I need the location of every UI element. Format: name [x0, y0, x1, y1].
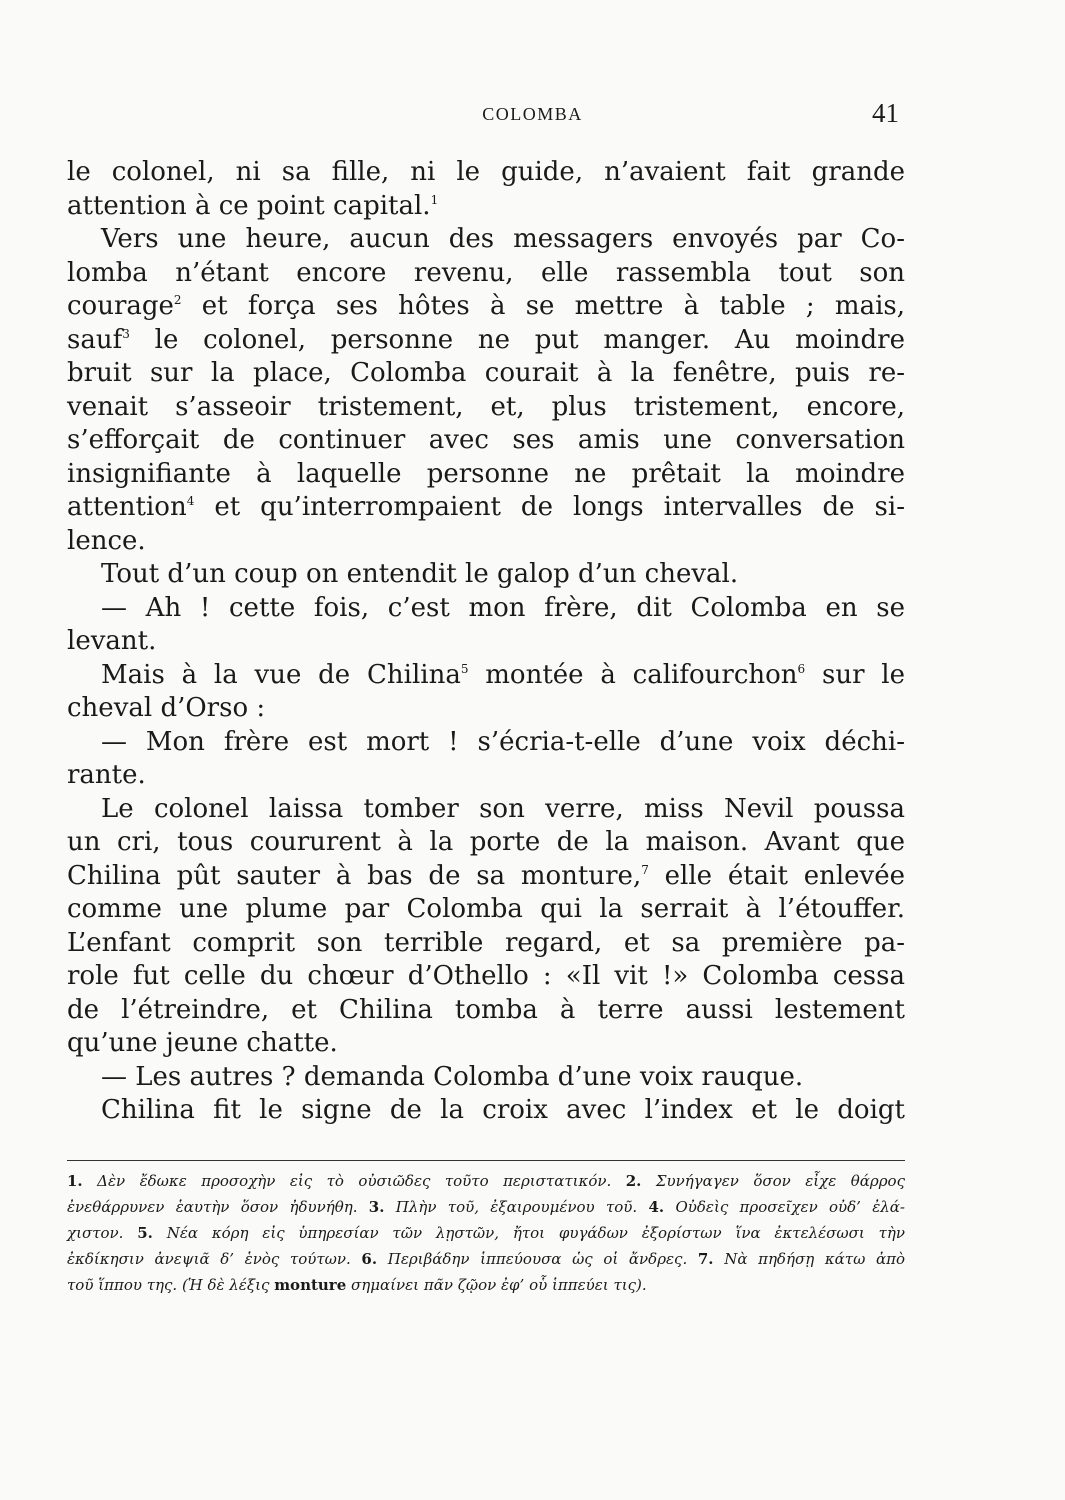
text-line [67, 625, 905, 659]
bold-word: monture [274, 1276, 347, 1294]
footnote-number: 4. [648, 1198, 665, 1216]
line-text: un cri, tous coururent à la porte de la maison. Avant que [67, 827, 905, 857]
line-text: venait s’asseoir tristement, et, plus tristement, encore, [67, 391, 905, 422]
line-text: sur le [805, 659, 906, 690]
text-line [67, 391, 905, 425]
text-line [67, 960, 905, 994]
line-text: attention à ce point capital. [67, 190, 431, 221]
text-line [67, 223, 905, 257]
line-text: Chilina pût sauter à bas de sa monture, [67, 860, 642, 891]
footnote-text: ἐνεθάρρυνεν ἑαυτὴν ὅσον ἠδυνήθη. [67, 1198, 369, 1216]
text-line [67, 491, 905, 525]
line-text: Chilina fit le signe de la croix avec l’index et le doigt [101, 1095, 905, 1125]
footnote-number: 3. [368, 1198, 385, 1216]
line-text: — Ah ! cette fois, c’est mon frère, dit Colomba en se [101, 592, 905, 623]
text-line [67, 659, 905, 693]
footnote-line [67, 1168, 905, 1194]
text-line [67, 257, 905, 291]
footnote-text: Περιβάδην ἱππεύουσα ὡς οἱ ἄνδρες. [377, 1250, 698, 1268]
footnote-line [67, 1272, 905, 1298]
page-number: 41 [872, 98, 899, 128]
body-text [67, 156, 905, 1128]
footnote-text: Οὐδεὶς προσεῖχεν οὐδ’ ἐλά- [664, 1198, 905, 1216]
text-line [67, 1027, 905, 1061]
footnote-text: Νὰ πηδήσῃ κάτω ἀπὸ [713, 1250, 905, 1268]
text-line [67, 927, 905, 961]
text-line [67, 692, 905, 726]
text-line [67, 793, 905, 827]
line-text: cheval d’Orso : [67, 693, 266, 723]
footnote-text: Δὲν ἔδωκε προσοχὴν εἰς τὸ οὐσιῶδες τοῦτο περιστατικόν. [82, 1172, 626, 1190]
line-text: comme une plume par Colomba qui la serrait à l’étouffer. [67, 894, 905, 924]
text-line [67, 190, 905, 224]
footnote-text: ἐκδίκησιν ἀνεψιᾶ δ’ ἑνὸς τούτων. [67, 1250, 362, 1268]
footnote-ref: 5 [460, 661, 469, 676]
text-line [67, 826, 905, 860]
line-text: attention [67, 492, 187, 522]
text-line [67, 290, 905, 324]
text-line [67, 458, 905, 492]
line-text: montée à califourchon [468, 659, 798, 690]
line-text: de l’étreindre, et Chilina tomba à terre aussi lestement [67, 994, 905, 1025]
line-text: — Les autres ? demanda Colomba d’une voix rauque. [101, 1061, 804, 1092]
line-text: bruit sur la place, Colomba courait à la fenêtre, puis re- [67, 358, 905, 388]
text-line [67, 324, 905, 358]
text-line [67, 592, 905, 626]
footnote-text: Νέα κόρη εἰς ὑπηρεσίαν τῶν λῃστῶν, ἤτοι φυγάδων ἐξορίστων ἵνα ἐκτελέσωσι τὴν [152, 1224, 905, 1242]
line-text: lomba n’étant encore revenu, elle rassembla tout son [67, 257, 905, 288]
text-line [67, 726, 905, 760]
line-text: insignifiante à laquelle personne ne prêtait la moindre [67, 458, 905, 489]
line-text: Tout d’un coup on entendit le galop d’un cheval. [101, 559, 739, 589]
line-text: L’enfant comprit son terrible regard, et sa première pa- [67, 927, 905, 958]
text-line [67, 893, 905, 927]
footnote-ref: 3 [122, 326, 130, 341]
text-line [67, 759, 905, 793]
footnote-number: 5. [137, 1224, 153, 1242]
running-title: COLOMBA [482, 104, 583, 124]
footnote-text: τοῦ ἵππου της. (Ἡ δὲ λέξις [67, 1276, 275, 1294]
line-text: role fut celle du chœur d’Othello : «Il vit !» Colomba cessa [67, 961, 905, 991]
footnote-text: χιστον. [67, 1224, 138, 1242]
footnote-ref: 2 [173, 293, 182, 307]
line-text: sauf [67, 324, 123, 355]
text-line [67, 1094, 905, 1128]
line-text: Vers une heure, aucun des messagers envoyés par Co- [101, 224, 905, 254]
line-text: le colonel, ni sa fille, ni le guide, n’avaient fait grande [67, 157, 905, 187]
line-text: qu’une jeune chatte. [67, 1028, 338, 1058]
footnote-line [67, 1246, 905, 1272]
footnote-number: 7. [697, 1250, 714, 1268]
footnote-number: 2. [625, 1172, 642, 1190]
footnote-number: 6. [361, 1250, 378, 1268]
footnote-ref: 1 [430, 192, 439, 207]
footnote-rule [67, 1160, 905, 1161]
footnote-line [67, 1220, 905, 1246]
text-line [67, 357, 905, 391]
text-line [67, 525, 905, 559]
text-line [67, 156, 905, 190]
line-text: elle était enlevée [648, 860, 906, 891]
line-text: et qu’interrompaient de longs intervalles de si- [194, 492, 905, 522]
footnote-text: Συνήγαγεν ὅσον εἶχε θάρρος [641, 1172, 905, 1190]
line-text: levant. [67, 626, 157, 656]
text-line [67, 860, 905, 894]
line-text: — Mon frère est mort ! s’écria-t-elle d’une voix déchi- [101, 726, 905, 757]
text-line [67, 424, 905, 458]
footnote-text: Πλὴν τοῦ, ἐξαιρουμένου τοῦ. [384, 1198, 649, 1216]
line-text: et força ses hôtes à se mettre à table ; mais, [181, 291, 905, 321]
text-line [67, 558, 905, 592]
text-line [67, 994, 905, 1028]
line-text: rante. [67, 760, 146, 790]
line-text: le colonel, personne ne put manger. Au moindre [129, 324, 905, 355]
line-text: lence. [67, 525, 146, 556]
footnote-ref: 6 [797, 661, 806, 676]
line-text: courage [67, 291, 174, 321]
footnotes [67, 1168, 905, 1298]
footnote-line [67, 1194, 905, 1220]
footnote-ref: 4 [186, 494, 195, 508]
line-text: Mais à la vue de Chilina [101, 659, 461, 690]
footnote-ref: 7 [641, 862, 649, 877]
footnote-text: σημαίνει πᾶν ζῷον ἐφ’ οὗ ἱππεύει τις). [346, 1276, 647, 1294]
footnote-number: 1. [67, 1172, 83, 1190]
line-text: s’efforçait de continuer avec ses amis une conversation [67, 425, 905, 455]
text-line [67, 1061, 905, 1095]
line-text: Le colonel laissa tomber son verre, miss Nevil poussa [101, 793, 905, 824]
